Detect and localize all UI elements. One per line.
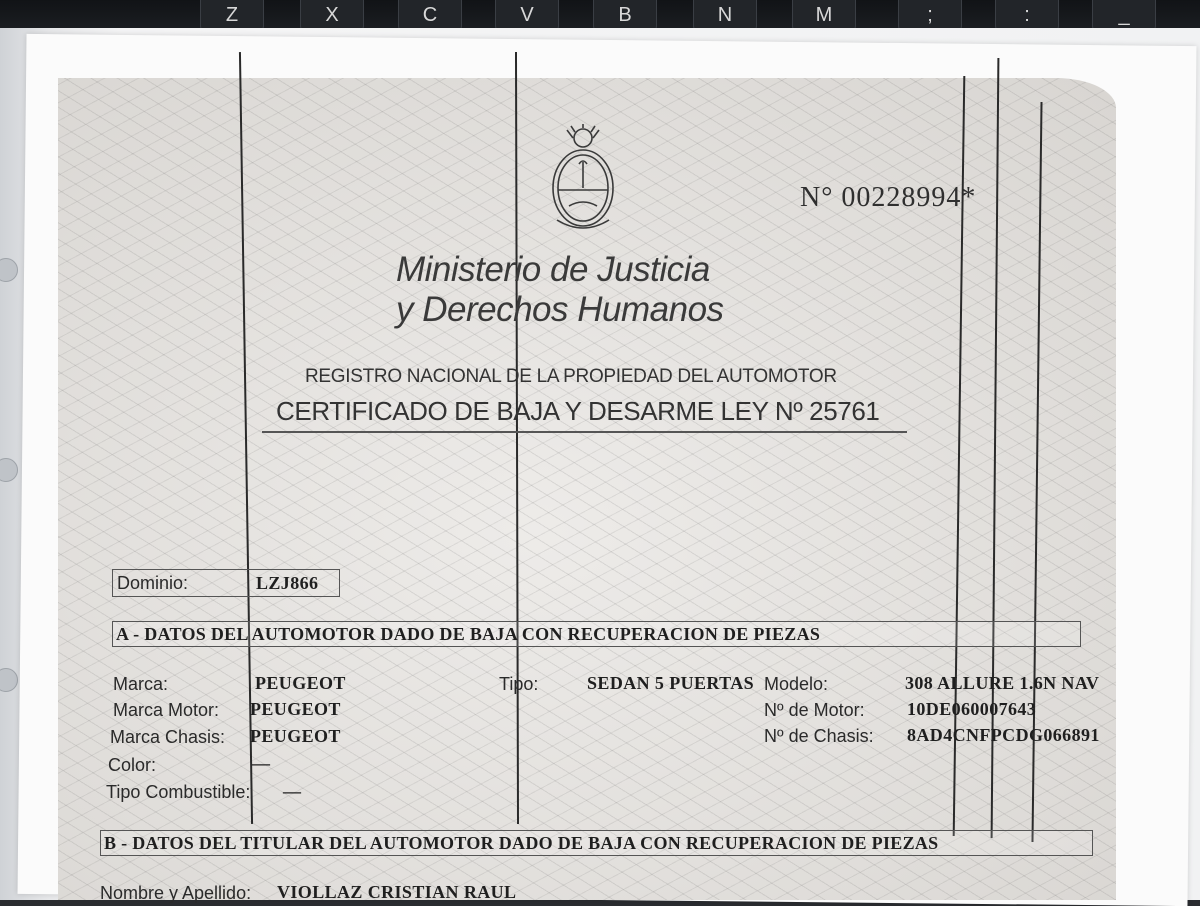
ministry-name <box>396 250 724 330</box>
color-value: — <box>252 753 271 773</box>
marca-value: PEUGEOT <box>255 673 346 693</box>
key-v: V <box>495 0 559 32</box>
nombre-value: VIOLLAZ CRISTIAN RAUL <box>277 882 517 902</box>
key-semicolon: ; <box>898 0 962 32</box>
nro-motor-label: Nº de Motor: <box>764 700 865 720</box>
combustible-value: — <box>283 781 302 801</box>
nro-chasis-label: Nº de Chasis: <box>764 726 874 746</box>
key-underscore: _ <box>1092 0 1156 32</box>
tipo-label: Tipo: <box>499 674 539 694</box>
key-n: N <box>693 0 757 32</box>
key-c: C <box>398 0 462 32</box>
registry-heading: REGISTRO NACIONAL DE LA PROPIEDAD DEL AUTOMOTOR <box>305 366 837 387</box>
certificate-title: CERTIFICADO DE BAJA Y DESARME LEY Nº 25761 <box>276 396 880 426</box>
serial-number: N° 00228994* <box>800 182 977 213</box>
marca-chasis-value: PEUGEOT <box>250 726 341 746</box>
binder-hole <box>0 458 18 482</box>
marca-motor-label: Marca Motor: <box>113 700 220 720</box>
section-a-heading: A - DATOS DEL AUTOMOTOR DADO DE BAJA CON RECUPERACION DE PIEZAS <box>112 621 1081 647</box>
color-label: Color: <box>108 755 157 775</box>
nombre-label: Nombre y Apellido: <box>100 883 252 903</box>
key-m: M <box>792 0 856 32</box>
key-z: Z <box>200 0 264 32</box>
section-b-heading: B - DATOS DEL TITULAR DEL AUTOMOTOR DADO DE BAJA CON RECUPERACION DE PIEZAS <box>100 830 1093 856</box>
key-colon: : <box>995 0 1059 32</box>
fold-line <box>515 52 519 824</box>
nro-motor-value: 10DE060007643 <box>907 699 1037 719</box>
dominio-value: LZJ866 <box>256 573 319 593</box>
marca-label: Marca: <box>113 674 169 694</box>
modelo-label: Modelo: <box>764 674 829 694</box>
fold-line <box>991 58 1000 838</box>
marca-chasis-label: Marca Chasis: <box>110 727 226 747</box>
binder-hole <box>0 258 18 282</box>
key-b: B <box>593 0 657 32</box>
marca-motor-value: PEUGEOT <box>250 699 341 719</box>
ministry-line2: y Derechos Humanos <box>396 290 724 329</box>
tipo-value: SEDAN 5 PUERTAS <box>587 673 755 693</box>
ministry-line1: Ministerio de Justicia <box>396 250 710 289</box>
coat-of-arms-icon <box>545 124 621 244</box>
nro-chasis-value: 8AD4CNFPCDG066891 <box>907 725 1100 745</box>
key-x: X <box>300 0 364 32</box>
modelo-value: 308 ALLURE 1.6N NAV <box>905 673 1100 693</box>
combustible-label: Tipo Combustible: <box>106 782 251 802</box>
dominio-label: Dominio: <box>117 573 189 593</box>
title-underline <box>262 431 907 433</box>
binder-hole <box>0 668 18 692</box>
